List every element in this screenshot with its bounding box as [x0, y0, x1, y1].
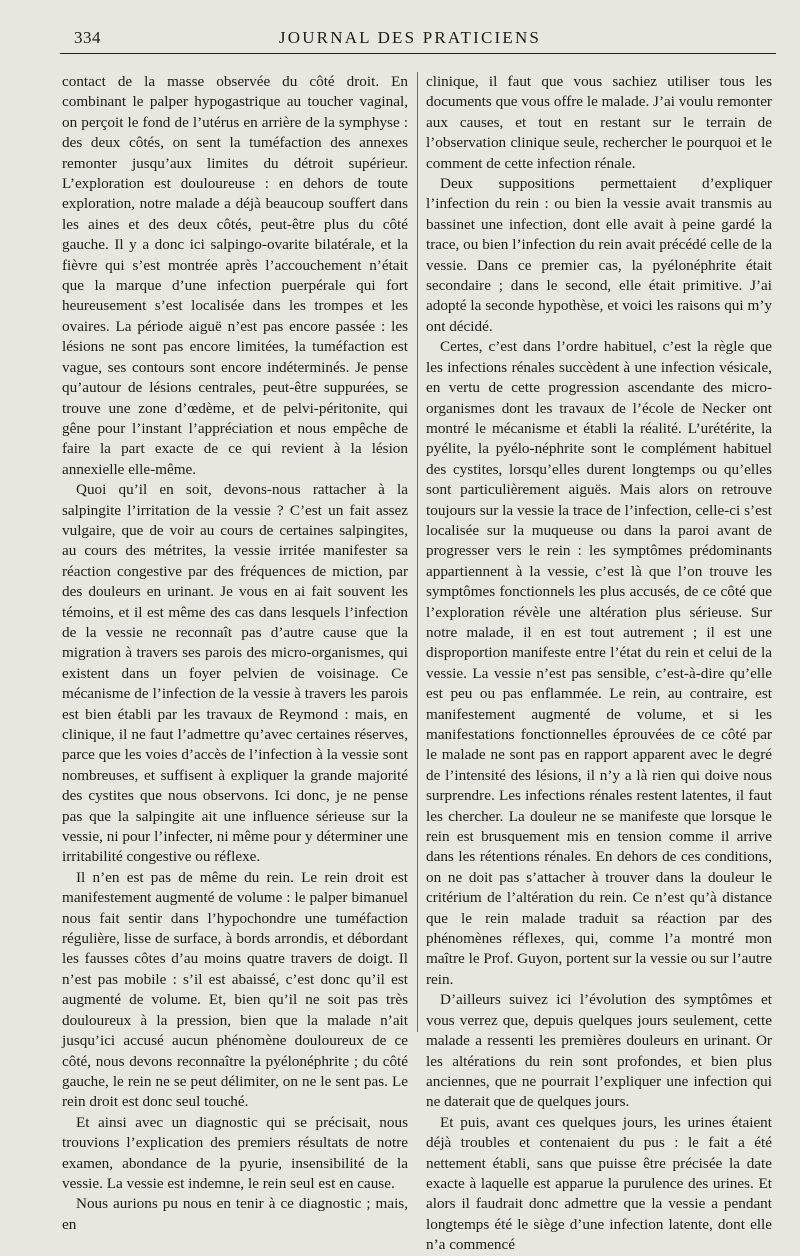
column-divider — [417, 72, 418, 1032]
paragraph: Quoi qu’il en soit, devons-nous rattacher à la salpingite l’irritation de la vessie ? C’est un fait assez vulgaire, que de voir au cours de certaines salpingites, au cours des métrites, la vessie irritée manifester sa réaction congestive par des fréquences de miction, par des douleurs en urinant. Je vous en ai fait souvent les témoins, et il est même des cas dans lesquels l’infection de la vessie ne reconnaît pas d’autre cause que la migration à travers ses parois des micro-organismes, qui existent dans un foyer pelvien de voisinage. Ce mécanisme de l’infection de la vessie à travers les parois est bien établi par les travaux de Reymond : mais, en clinique, il ne faut l’admettre qu’avec certaines réserves, parce que les voies d’accès de l’infection à la vessie sont nombreuses, et suffisent à expliquer la grande majorité des cystites que nous observons. Ici donc, je ne pense pas que la salpingite ait une influence sérieuse sur la vessie, ni pour l’infecter, ni même pour y déterminer une irritabilité congestive ou réflexe. — [62, 481, 408, 866]
paragraph: Nous aurions pu nous en tenir à ce diagnostic ; mais, en — [62, 1195, 408, 1233]
left-column — [62, 72, 408, 1235]
running-title: JOURNAL DES PRATICIENS — [278, 28, 542, 47]
page-number: 334 — [74, 28, 101, 47]
header-rule — [60, 53, 776, 54]
right-column — [426, 72, 772, 1256]
paragraph: clinique, il faut que vous sachiez utiliser tous les documents que vous offre le malade. J’ai voulu remonter aux causes, et tout en restant sur le terrain de l’observation clinique seule, rechercher le pourquoi et le comment de cette infection rénale. — [426, 73, 772, 172]
paragraph: D’ailleurs suivez ici l’évolution des symptômes et vous verrez que, depuis quelques jours seulement, cette malade a ressenti les premières douleurs en urinant. Or les altérations du rein sont profondes, et bien plus anciennes, que ne pourrait l’expliquer une infection qui ne daterait que de quelques jours. — [426, 991, 772, 1111]
page-header — [48, 24, 772, 50]
paragraph: Et puis, avant ces quelques jours, les urines étaient déjà troubles et contenaient du pus : le fait a été nettement établi, sans que puisse être précisée la date exacte à laquelle est apparue la purulence des urines. Et alors il faudrait donc admettre que la vessie a pendant longtemps été le siège d’une infection latente, dont elle n’a commencé — [426, 1113, 772, 1254]
paragraph: Il n’en est pas de même du rein. Le rein droit est manifestement augmenté de volume : le palper bimanuel nous fait sentir dans l’hypochondre une tuméfaction régulière, lisse de surface, à bords arrondis, et débordant les fausses côtes d’au moins quatre travers de doigt. Il n’est pas mobile : s’il est abaissé, c’est donc qu’il est augmenté de volume. Et, bien qu’il ne soit pas très douloureux à la pression, bien que la malade n’ait jusqu’ici accusé aucun phénomène douloureux de ce côté, nous devons reconnaître la pyélonéphrite ; du côté gauche, le rein ne se peut délimiter, on ne le sent pas. Le rein droit est donc seul touché. — [62, 868, 408, 1111]
paragraph: Et ainsi avec un diagnostic qui se précisait, nous trouvions l’explication des premiers résultats de notre examen, abondance de la pyurie, insensibilité de la vessie. La vessie est indemne, le rein seul est en cause. — [62, 1113, 408, 1192]
paragraph: contact de la masse observée du côté droit. En combinant le palper hypogastrique au toucher vaginal, on perçoit le fond de l’utérus en arrière de la symphyse : des deux côtés, on sent la tuméfaction des annexes remonter jusqu’aux limites du détroit supérieur. L’exploration est douloureuse : en dehors de toute exploration, notre malade a déjà beaucoup souffert dans les aines et des deux côtés, peut-être plus du côté gauche. Il y a donc ici salpingo-ovarite bilatérale, et la fièvre qui s’est montrée après l’accouchement n’était que la marque d’une infection puerpérale qui fort heureusement s’est localisée dans les trompes et les ovaires. La période aiguë n’est pas encore passée : les lésions ne sont pas encore limitées, la tuméfaction est vague, ses contours sont encore indéterminés. Je pense qu’autour de lésions centrales, peut-être suppurées, se trouve une zone d’œdème, et de pelvi-péritonite, qui gêne pour l’instant l’appréciation et nous empêche de faire la part exacte de ce qui revient à la lésion annexielle elle-même. — [62, 73, 408, 478]
paragraph: Certes, c’est dans l’ordre habituel, c’est la règle que les infections rénales succèdent à une infection vésicale, en vertu de cette progression ascendante des micro-organismes dont les travaux de l’école de Necker ont montré le mécanisme et établi la réalité. L’urétérite, la pyélite, la pyélo-néphrite sont le complément habituel des cystites, lorsqu’elles durent longtemps ou qu’elles sont particulièrement aiguës. Mais alors on retrouve toujours sur la vessie la trace de l’infection, celle-ci s’est localisée sur la muqueuse ou dans la paroi avant de progresser vers le rein : les symptômes prédominants appartiennent à la vessie, c’est là que l’on trouve les symptômes fonctionnels les plus accusés, de ce côté que l’exploration révèle une altération plus sérieuse. Sur notre malade, il en est tout autrement ; il est une disproportion manifeste entre l’état du rein et celui de la vessie. La vessie n’est pas sensible, c’est-à-dire qu’elle est peu ou pas enflammée. Le rein, au contraire, est manifestement augmenté de volume, et si les manifestations fonctionnelles éprouvées de ce côté par le malade ne sont pas en rapport apparent avec le degré de l’intensité des lésions, il n’y a là rien qui doive nous surprendre. Les infections rénales restent latentes, il faut les chercher. La douleur ne se manifeste que lorsque le rein est brusquement mis en tension comme il arrive dans les rétentions rénales. En dehors de ces conditions, on ne doit pas s’attacher à trouver dans la douleur le critérium de l’altération du rein. Ce n’est qu’à distance que le rein malade traduit sa réaction par des phénomènes réflexes, qui, comme l’a montré mon maître le Prof. Guyon, portent sur la vessie ou sur l’autre rein. — [426, 338, 772, 988]
paragraph: Deux suppositions permettaient d’expliquer l’infection du rein : ou bien la vessie avait transmis au bassinet une infection, dont elle avait à peine gardé la trace, ou bien l’infection du rein avait précédé celle de la vessie. Dans ce premier cas, la pyélonéphrite était secondaire ; dans le second, elle était primitive. J’ai adopté la seconde hypothèse, et voici les raisons qui m’y ont décidé. — [426, 175, 772, 335]
